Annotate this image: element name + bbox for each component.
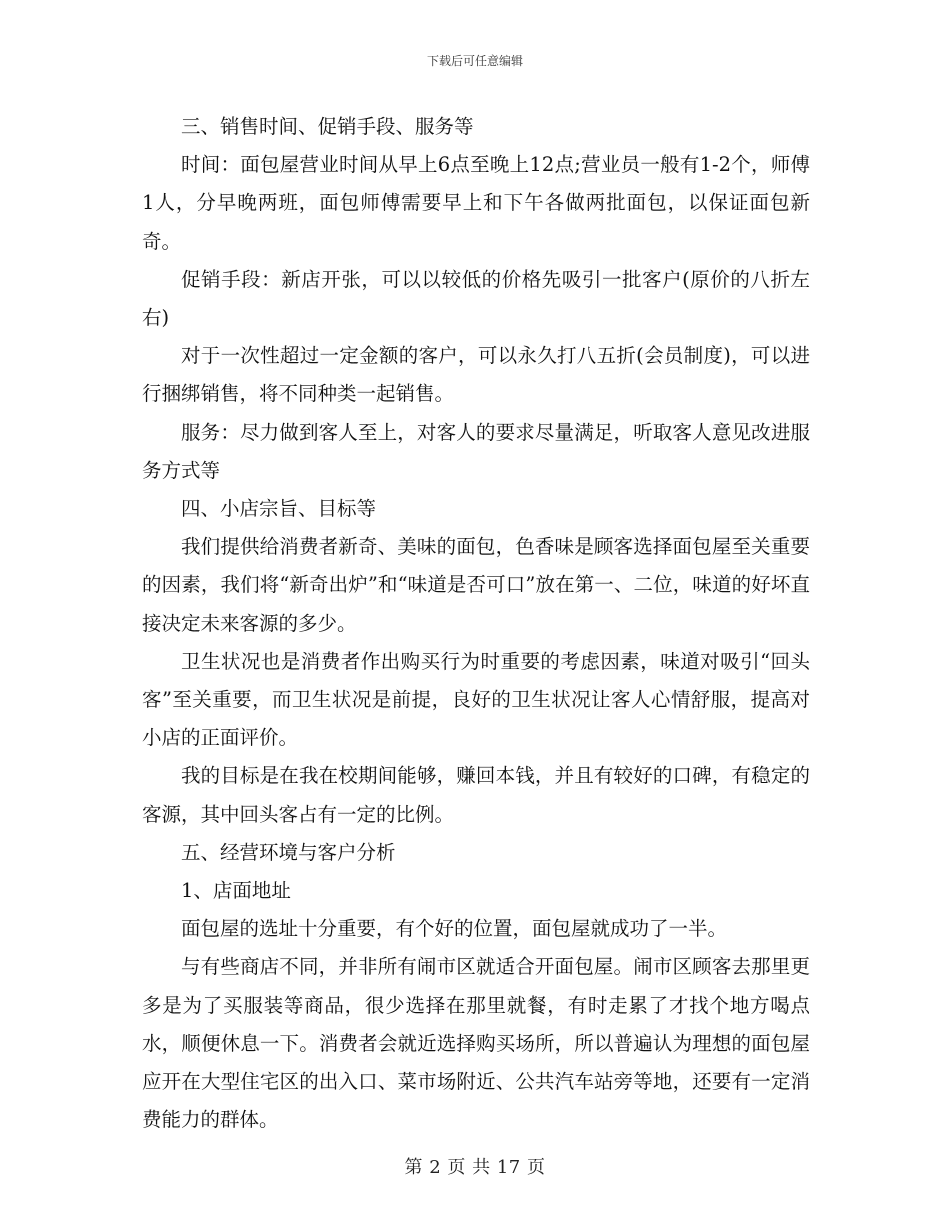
page-header-note: 下载后可任意编辑 [426, 54, 523, 68]
document-body [142, 108, 810, 1139]
subsection-1-heading: 1、店面地址 [181, 879, 291, 903]
paragraph-district-analysis: 与有些商店不同，并非所有闹市区就适合开面包屋。闹市区顾客去那里更多是为了买服装等商品，很少选择在那里就餐，有时走累了才找个地方喝点水，顺便休息一下。消费者会就近选择购买场所，所以普遍认为理想的面包屋应开在大型住宅区的出入口、菜市场附近、公共汽车站旁等地，还要有一定消费能力的群体。 [142, 955, 810, 1132]
paragraph-product-quality: 我们提供给消费者新奇、美味的面包，色香味是顾客选择面包屋至关重要的因素，我们将“新奇出炉”和“味道是否可口”放在第一、二位，味道的好坏直接决定未来客源的多少。 [142, 535, 810, 635]
paragraph-goal: 我的目标是在我在校期间能够，赚回本钱，并且有较好的口碑，有稳定的客源，其中回头客占有一定的比例。 [142, 764, 810, 826]
paragraph-service: 服务：尽力做到客人至上，对客人的要求尽量满足，听取客人意见改进服务方式等 [142, 420, 810, 482]
section-4-heading: 四、小店宗旨、目标等 [181, 497, 377, 521]
section-3-heading: 三、销售时间、促销手段、服务等 [181, 115, 474, 138]
paragraph-promotion: 促销手段：新店开张，可以以较低的价格先吸引一批客户(原价的八折左右) [142, 267, 810, 330]
paragraph-location-importance: 面包屋的选址十分重要，有个好的位置，面包屋就成功了一半。 [181, 917, 728, 941]
section-5-heading: 五、经营环境与客户分析 [181, 840, 396, 864]
paragraph-hygiene: 卫生状况也是消费者作出购买行为时重要的考虑因素，味道对吸引“回头客”至关重要，而卫生状况是前提，良好的卫生状况让客人心情舒服，提高对小店的正面评价。 [142, 649, 810, 750]
paragraph-business-hours: 时间：面包屋营业时间从早上6点至晚上12点;营业员一般有1-2个，师傅1人，分早晚两班，面包师傅需要早上和下午各做两批面包，以保证面包新奇。 [142, 153, 810, 253]
paragraph-membership: 对于一次性超过一定金额的客户，可以永久打八五折(会员制度)，可以进行捆绑销售，将不同种类一起销售。 [142, 344, 810, 406]
page-number-footer: 第 2 页 共 17 页 [404, 1157, 546, 1178]
